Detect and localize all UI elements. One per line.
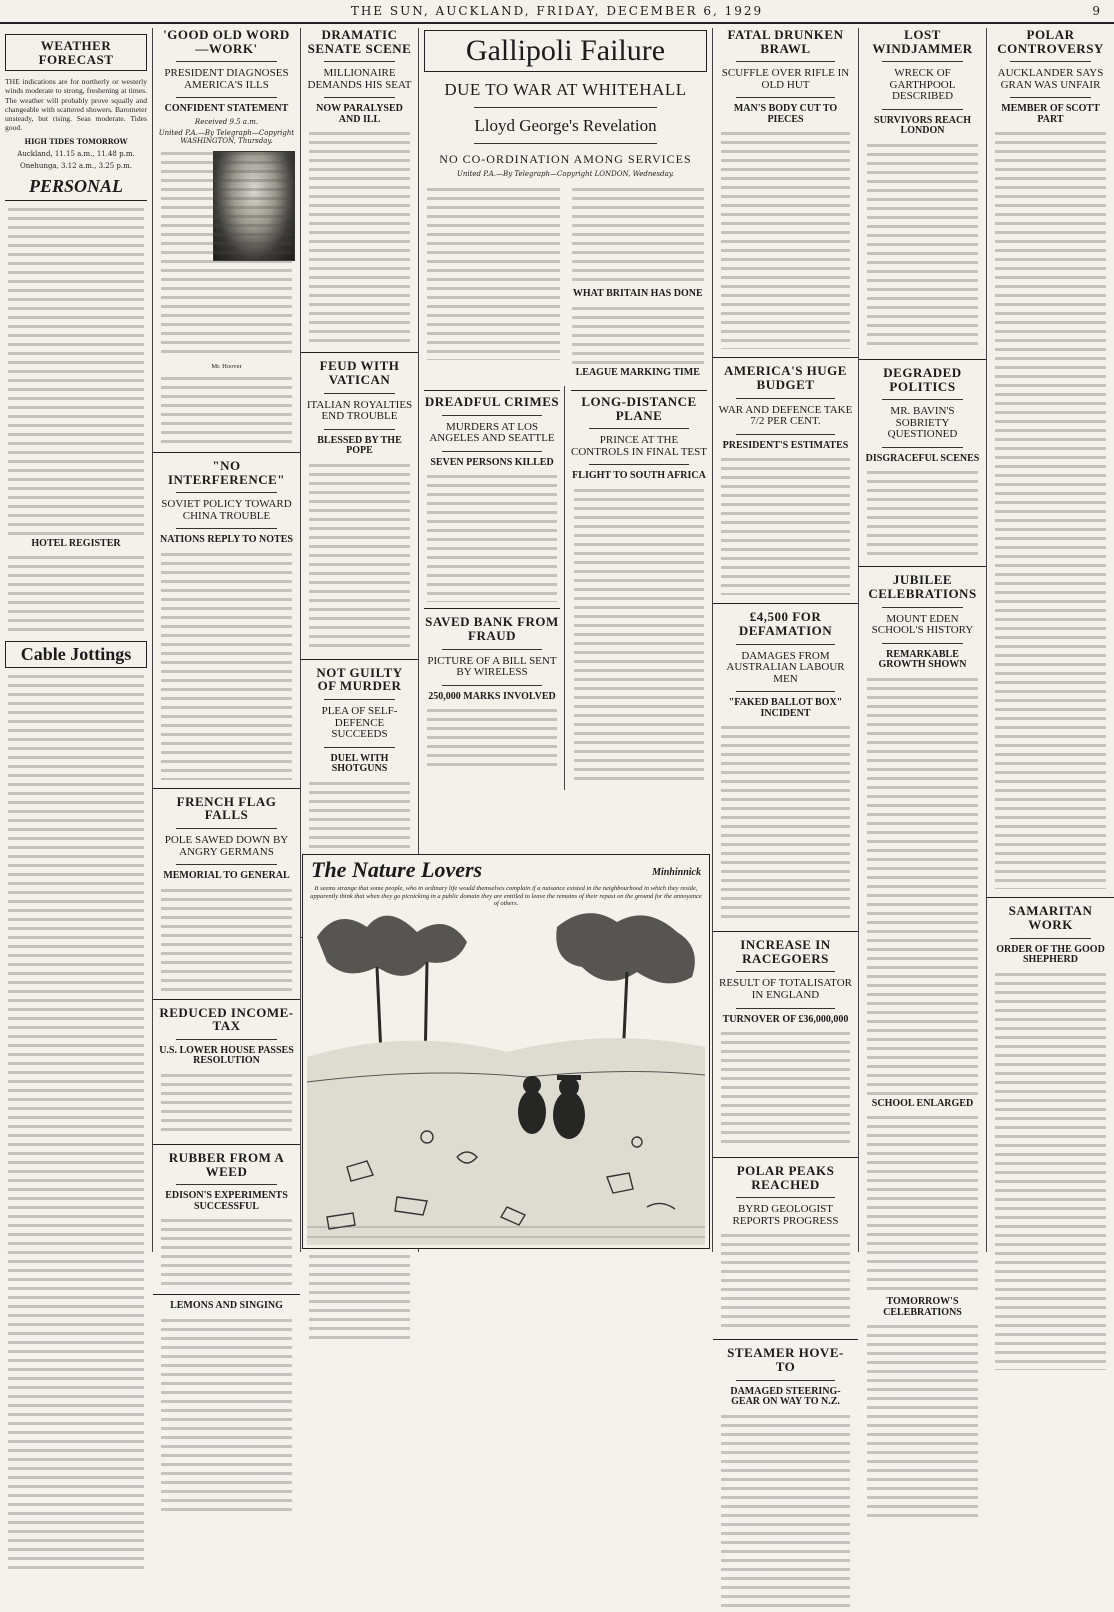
- subhead-league: LEAGUE MARKING TIME: [575, 366, 700, 378]
- article-text: [867, 1113, 978, 1293]
- headline-samaritan: SAMARITAN WORK: [1008, 903, 1093, 933]
- cartoon-illustration: [307, 907, 705, 1245]
- subhead-picture-bill: PICTURE OF A BILL SENT BY WIRELESS: [427, 654, 557, 679]
- headline-no-interference: "NO INTERFERENCE": [167, 457, 285, 487]
- gallipoli-subhead: DUE TO WAR AT WHITEHALL: [444, 80, 687, 99]
- subhead-what-britain: WHAT BRITAIN HAS DONE: [572, 288, 703, 299]
- headline-lemons: LEMONS AND SINGING: [170, 1300, 283, 1312]
- subhead-prince: PRINCE AT THE CONTROLS IN FINAL TEST: [571, 434, 707, 458]
- subhead-estimates: PRESIDENT'S ESTIMATES: [722, 439, 849, 451]
- subhead-scott: MEMBER OF SCOTT PART: [1001, 103, 1100, 125]
- article-text: [161, 1216, 292, 1286]
- article-text: [161, 550, 292, 780]
- headline-huge-budget: AMERICA'S HUGE BUDGET: [724, 363, 847, 393]
- subhead-growth: REMARKABLE GROWTH SHOWN: [878, 648, 967, 671]
- subhead-ballot-box: "FAKED BALLOT BOX" INCIDENT: [728, 697, 843, 719]
- headline-dreadful-crimes: DREADFUL CRIMES: [424, 394, 560, 409]
- headline-degraded-politics: DEGRADED POLITICS: [883, 364, 962, 394]
- cartoon-author: Minhinnick: [652, 867, 701, 878]
- column-6: [859, 27, 986, 1318]
- subhead-bavin: MR. BAVIN'S SOBRIETY QUESTIONED: [887, 405, 958, 441]
- headline-fatal-brawl: FATAL DRUNKEN BRAWL: [727, 27, 844, 56]
- hotel-register-heading: HOTEL REGISTER: [31, 537, 121, 549]
- cable-jottings-heading: Cable Jottings: [5, 641, 147, 668]
- article-text: [309, 129, 410, 344]
- article-text: [309, 461, 410, 651]
- subhead-confident: CONFIDENT STATEMENT: [164, 103, 289, 115]
- column-5: [713, 27, 858, 1408]
- article-text: [161, 374, 292, 444]
- headline-rubber: RUBBER FROM A WEED: [168, 1149, 285, 1179]
- cartoon-caption: It seems strange that some people, who in ordinary life would themselves complain if a nuisance existed in the neighbourhood in which they reside, apparently think that when they go picnicking in a public domain they are entitled to leave the remains of their repast on the ground for the annoyance of others.: [310, 885, 702, 907]
- article-text: [867, 141, 978, 351]
- headline-windjammer: LOST WINDJAMMER: [872, 27, 973, 56]
- column-2: [153, 27, 300, 1312]
- gallipoli-subhead-3: NO CO-ORDINATION AMONG SERVICES: [439, 152, 692, 166]
- subhead-paralysed: NOW PARALYSED AND ILL: [316, 103, 403, 125]
- subhead-millionaire: MILLIONAIRE DEMANDS HIS SEAT: [307, 67, 412, 91]
- article-text: [867, 675, 978, 1095]
- weather-heading: WEATHER FORECAST: [38, 38, 114, 67]
- headline-vatican: FEUD WITH VATICAN: [319, 358, 400, 388]
- personal-heading: PERSONAL: [5, 176, 147, 201]
- subhead-tomorrow: TOMORROW'S CELEBRATIONS: [883, 1296, 962, 1318]
- article-text: [572, 304, 705, 364]
- headline-polar-controversy: POLAR CONTROVERSY: [997, 27, 1104, 56]
- article-text: [427, 185, 560, 360]
- headline-french-flag: FRENCH FLAG FALLS: [176, 793, 277, 823]
- article-text: [721, 455, 850, 595]
- subhead-good-shepherd: ORDER OF THE GOOD SHEPHERD: [996, 943, 1105, 966]
- cable-text: [8, 672, 144, 1572]
- subhead-disgraceful: DISGRACEFUL SCENES: [865, 452, 980, 464]
- headline-income-tax: REDUCED INCOME-TAX: [159, 1004, 294, 1034]
- headline-good-old-word: 'GOOD OLD WORD—WORK': [163, 27, 290, 56]
- article-text: [161, 149, 292, 359]
- article-text: [721, 723, 850, 923]
- subhead-flight: FLIGHT TO SOUTH AFRICA: [572, 470, 706, 482]
- subhead-pole: POLE SAWED DOWN BY ANGRY GERMANS: [164, 834, 289, 858]
- headline-polar-peaks: POLAR PEAKS REACHED: [736, 1163, 835, 1192]
- article-text: [161, 1071, 292, 1136]
- article-text: [161, 1316, 292, 1516]
- headline-senate-scene: DRAMATIC SENATE SCENE: [307, 27, 412, 56]
- headline-steamer: STEAMER HOVE-TO: [727, 1345, 844, 1375]
- gallipoli-story: [419, 28, 712, 850]
- headline-defamation: £4,500 FOR DEFAMATION: [738, 609, 833, 638]
- subhead-garthpool: WRECK OF GARTHPOOL DESCRIBED: [889, 67, 956, 103]
- article-text: [995, 129, 1106, 889]
- subhead-seven-killed: SEVEN PERSONS KILLED: [430, 456, 554, 468]
- headline-saved-bank: SAVED BANK FROM FRAUD: [425, 614, 559, 643]
- tides-onehunga: Onehunga, 3.12 a.m., 3.25 p.m.: [20, 161, 132, 170]
- dateline: United P.A.—By Telegraph—Copyright WASHINGTON, Thursday.: [158, 128, 295, 145]
- masthead: [0, 0, 1114, 24]
- subhead-self-defence: PLEA OF SELF-DEFENCE SUCCEEDS: [321, 705, 398, 741]
- cartoon-title: The Nature Lovers: [311, 857, 483, 882]
- subhead-survivors: SURVIVORS REACH LONDON: [874, 114, 971, 137]
- gallipoli-subhead-2: Lloyd George's Revelation: [474, 116, 657, 135]
- lower-centre-columns: [424, 386, 707, 790]
- headline-jubilee: JUBILEE CELEBRATIONS: [868, 572, 977, 601]
- gallipoli-headline: Gallipoli Failure: [424, 30, 707, 72]
- headline-racegoers: INCREASE IN RACEGOERS: [740, 937, 831, 966]
- subhead-duel: DUEL WITH SHOTGUNS: [330, 752, 389, 775]
- subhead-memorial: MEMORIAL TO GENERAL: [163, 870, 290, 882]
- subhead-italian: ITALIAN ROYALTIES END TROUBLE: [306, 398, 413, 423]
- subhead-turnover: TURNOVER OF £36,000,000: [722, 1013, 849, 1025]
- dateline: Received 9.5 a.m.: [194, 117, 259, 126]
- headline-not-guilty: NOT GUILTY OF MURDER: [316, 664, 403, 694]
- subhead-soviet: SOVIET POLICY TOWARD CHINA TROUBLE: [161, 498, 292, 522]
- photo-caption: Mr. Hoover: [211, 362, 242, 370]
- article-text: [995, 970, 1106, 1370]
- subhead-damages: DAMAGES FROM AUSTRALIAN LABOUR MEN: [726, 649, 845, 685]
- weather-box: [5, 34, 147, 71]
- subhead-lower-house: U.S. LOWER HOUSE PASSES RESOLUTION: [159, 1044, 294, 1067]
- column-1: [0, 28, 152, 1252]
- article-text: [161, 886, 292, 991]
- gallipoli-text-columns: [424, 181, 707, 378]
- subhead-edison: EDISON'S EXPERIMENTS SUCCESSFUL: [165, 1190, 288, 1212]
- tides-heading: HIGH TIDES TOMORROW: [24, 136, 128, 146]
- headline-long-distance-plane: LONG-DISTANCE PLANE: [581, 394, 697, 423]
- tides-auckland: Auckland, 11.15 a.m., 11.48 p.m.: [17, 149, 135, 158]
- article-text: [721, 129, 850, 349]
- article-text: [574, 486, 704, 786]
- subhead-blessed: BLESSED BY THE POPE: [317, 434, 402, 457]
- article-text: [572, 185, 705, 285]
- subhead-school-enlarged: SCHOOL ENLARGED: [871, 1097, 974, 1109]
- subhead-byrd: BYRD GEOLOGIST REPORTS PROGRESS: [732, 1203, 839, 1227]
- subhead-mount-eden: MOUNT EDEN SCHOOL'S HISTORY: [871, 612, 974, 637]
- subhead-nations: NATIONS REPLY TO NOTES: [160, 534, 293, 546]
- dateline: United P.A.—By Telegraph—Copyright LONDON, Wednesday.: [456, 170, 675, 178]
- hotel-text: [8, 553, 144, 633]
- page-number: 9: [1092, 4, 1100, 18]
- subhead-gran: AUCKLANDER SAYS GRAN WAS UNFAIR: [997, 67, 1104, 91]
- subhead-body: MAN'S BODY CUT TO PIECES: [733, 103, 838, 125]
- article-text: [427, 472, 557, 602]
- subhead-totalisator: RESULT OF TOTALISATOR IN ENGLAND: [719, 977, 852, 1001]
- subhead-marks: 250,000 MARKS INVOLVED: [428, 690, 556, 702]
- weather-text: THE indications are for northerly or westerly winds moderate to strong, freshening at times. The weather will probably prove squally and changeable with scattered showers. Barometer unsteady, but rising. Seas moderate. Tides good.: [5, 77, 147, 133]
- masthead-title: THE SUN, AUCKLAND, FRIDAY, DECEMBER 6, 1929: [350, 4, 764, 18]
- article-text: [721, 1231, 850, 1331]
- subhead-president: PRESIDENT DIAGNOSES AMERICA'S ILLS: [164, 67, 289, 91]
- article-text: [867, 468, 978, 558]
- column-7: [987, 28, 1114, 1252]
- subhead-scuffle: SCUFFLE OVER RIFLE IN OLD HUT: [721, 67, 850, 91]
- subhead-murders: MURDERS AT LOS ANGELES AND SEATTLE: [429, 420, 555, 445]
- subhead-steering: DAMAGED STEERING-GEAR ON WAY TO N.Z.: [730, 1385, 841, 1408]
- subhead-war-defence: WAR AND DEFENCE TAKE 7/2 PER CENT.: [718, 403, 853, 428]
- article-text: [427, 706, 557, 766]
- cartoon-panel: [302, 854, 710, 1249]
- article-text: [721, 1412, 850, 1612]
- personal-text: [8, 205, 144, 535]
- article-text: [867, 1322, 978, 1522]
- article-text: [721, 1029, 850, 1149]
